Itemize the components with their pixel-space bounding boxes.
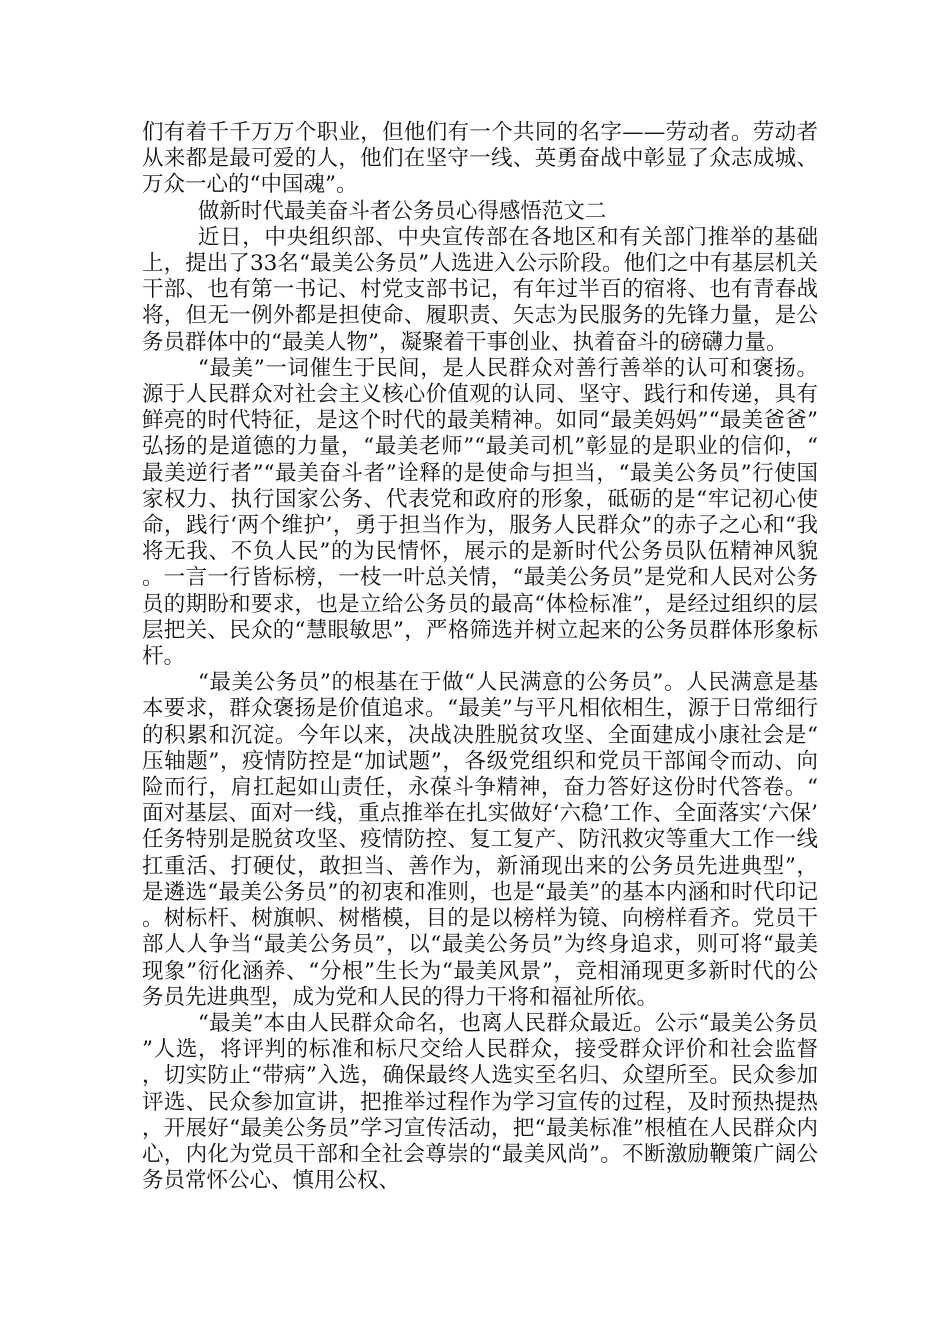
document-body [142,120,818,1194]
paragraph: 近日，中央组织部、中央宣传部在各地区和有关部门推举的基础上，提出了33名“最美公务员”人选进入公示阶段。他们之中有基层机关干部、也有第一书记、村党支部书记，有年过半百的宿将、也有青春战将，但无一例外都是担使命、履职责、矢志为民服务的先锋力量，是公务员群体中的“最美人物”，凝聚着干事创业、执着奋斗的磅礴力量。 [142,224,818,355]
paragraph: “最美”本由人民群众命名，也离人民群众最近。公示“最美公务员”人选，将评判的标准和标尺交给人民群众，接受群众评价和社会监督，切实防止“带病”入选，确保最终人选实至名归、众望所至。民众参加评选、民众参加宣讲，把推举过程作为学习宣传的过程，及时预热提热，开展好“最美公务员”学习宣传活动，把“最美标准”根植在人民群众内心，内化为党员干部和全社会尊崇的“最美风尚”。不断激励鞭策广阔公务员常怀公心、慎用公权、 [142,1010,818,1194]
section-heading: 做新时代最美奋斗者公务员心得感悟范文二 [197,198,607,224]
paragraph-continuation: 们有着千千万万个职业，但他们有一个共同的名字——劳动者。劳动者从来都是最可爱的人，他们在坚守一线、英勇奋战中彰显了众志成城、万众一心的“中国魂”。 [142,120,818,198]
paragraph: “最美公务员”的根基在于做“人民满意的公务员”。人民满意是基本要求，群众褒扬是价值追求。“最美”与平凡相依相生，源于日常细行的积累和沉淀。今年以来，决战决胜脱贫攻坚、全面建成小康社会是“压轴题”，疫情防控是“加试题”，各级党组织和党员干部闻令而动、向险而行，肩扛起如山责任，永葆斗争精神，奋力答好这份时代答卷。“面对基层、面对一线，重点推举在扎实做好‘六稳’工作、全面落实‘六保’任务特别是脱贫攻坚、疫情防控、复工复产、防汛救灾等重大工作一线扛重活、打硬仗，敢担当、善作为，新涌现出来的公务员先进典型”，是遴选“最美公务员”的初衷和准则，也是“最美”的基本内涵和时代印记。树标杆、树旗帜、树楷模，目的是以榜样为镜、向榜样看齐。党员干部人人争当“最美公务员”，以“最美公务员”为终身追求，则可将“最美现象”衍化涵养、“分根”生长为“最美风景”，竞相涌现更多新时代的公务员先进典型，成为党和人民的得力干将和福祉所依。 [142,670,818,1010]
paragraph: “最美”一词催生于民间，是人民群众对善行善举的认可和褒扬。源于人民群众对社会主义核心价值观的认同、坚守、践行和传递，具有鲜亮的时代特征，是这个时代的最美精神。如同“最美妈妈”“最美爸爸”弘扬的是道德的力量，“最美老师”“最美司机”彰显的是职业的信仰，“最美逆行者”“最美奋斗者”诠释的是使命与担当，“最美公务员”行使国家权力、执行国家公务、代表党和政府的形象，砥砺的是“牢记初心使命，践行‘两个维护’，勇于担当作为，服务人民群众”的赤子之心和“我将无我、不负人民”的为民情怀，展示的是新时代公务员队伍精神风貌。一言一行皆标榜，一枝一叶总关情，“最美公务员”是党和人民对公务员的期盼和要求，也是立给公务员的最高“体检标准”，是经过组织的层层把关、民众的“慧眼敏思”，严格筛选并树立起来的公务员群体形象标杆。 [142,355,818,670]
